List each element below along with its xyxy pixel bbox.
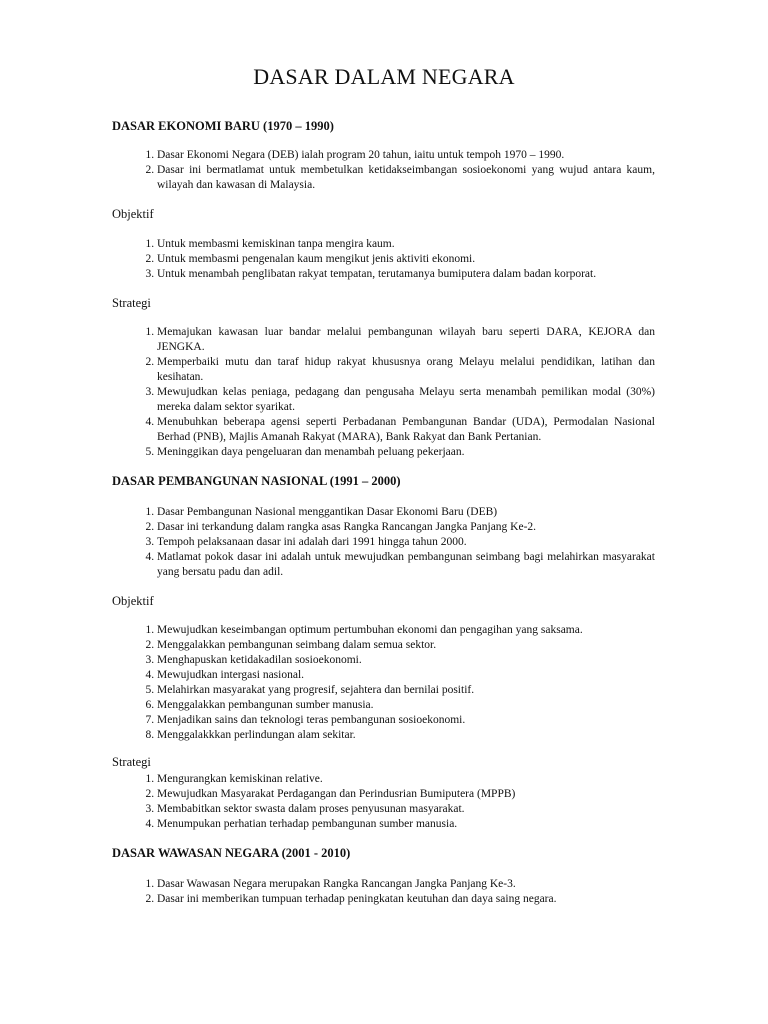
list-item: 3. Tempoh pelaksanaan dasar ini adalah dari 1991 hingga tahun 2000. <box>157 535 655 550</box>
list-item: 3. Untuk menambah penglibatan rakyat tempatan, terutamanya bumiputera dalam badan korporat. <box>157 267 655 282</box>
list-item: 1. Dasar Pembangunan Nasional menggantikan Dasar Ekonomi Baru (DEB) <box>157 505 655 520</box>
list-item: 1. Untuk membasmi kemiskinan tanpa mengira kaum. <box>157 237 655 252</box>
list-item: 2. Dasar ini memberikan tumpuan terhadap peningkatan keutuhan dan daya saing negara. <box>157 892 655 907</box>
dpn-objective-label: Objektif <box>112 594 154 608</box>
list-item: 3. Mewujudkan kelas peniaga, pedagang dan pengusaha Melayu serta menambah pemilikan modal (30%) mereka dalam sektor syarikat. <box>157 385 655 415</box>
list-item: 1. Mewujudkan keseimbangan optimum pertumbuhan ekonomi dan pengagihan yang saksama. <box>157 623 655 638</box>
list-item: 4. Menumpukan perhatian terhadap pembangunan sumber manusia. <box>157 817 655 832</box>
deb-objectives-list <box>157 237 655 282</box>
deb-objective-label: Objektif <box>112 207 154 221</box>
dwn-intro-list <box>157 877 655 907</box>
list-item: 6. Menggalakkan pembangunan sumber manusia. <box>157 698 655 713</box>
list-item: 1. Dasar Wawasan Negara merupakan Rangka Rancangan Jangka Panjang Ke-3. <box>157 877 655 892</box>
dpn-intro-list <box>157 505 655 580</box>
list-item: 7. Menjadikan sains dan teknologi teras pembangunan sosioekonomi. <box>157 713 655 728</box>
dpn-strategy-label: Strategi <box>112 755 151 769</box>
dpn-objectives-list <box>157 623 655 743</box>
deb-strategies-list <box>157 325 655 460</box>
list-item: 3. Membabitkan sektor swasta dalam proses penyusunan masyarakat. <box>157 802 655 817</box>
list-item: 2. Untuk membasmi pengenalan kaum mengikut jenis aktiviti ekonomi. <box>157 252 655 267</box>
list-item: 2. Memperbaiki mutu dan taraf hidup rakyat khususnya orang Melayu melalui pendidikan, latihan dan kesihatan. <box>157 355 655 385</box>
list-item: 5. Meninggikan daya pengeluaran dan menambah peluang pekerjaan. <box>157 445 655 460</box>
dpn-strategies-list <box>157 772 655 832</box>
list-item: 2. Dasar ini terkandung dalam rangka asas Rangka Rancangan Jangka Panjang Ke-2. <box>157 520 655 535</box>
section-heading-deb: DASAR EKONOMI BARU (1970 – 1990) <box>112 119 334 133</box>
list-item: 4. Mewujudkan intergasi nasional. <box>157 668 655 683</box>
list-item: 2. Mewujudkan Masyarakat Perdagangan dan Perindusrian Bumiputera (MPPB) <box>157 787 655 802</box>
list-item: 3. Menghapuskan ketidakadilan sosioekonomi. <box>157 653 655 668</box>
list-item: 1. Mengurangkan kemiskinan relative. <box>157 772 655 787</box>
list-item: 5. Melahirkan masyarakat yang progresif, sejahtera dan bernilai positif. <box>157 683 655 698</box>
deb-intro-list <box>157 148 655 193</box>
list-item: 8. Menggalakkkan perlindungan alam sekitar. <box>157 728 655 743</box>
list-item: 4. Menubuhkan beberapa agensi seperti Perbadanan Pembangunan Bandar (UDA), Permodalan Nasional Berhad (PNB), Majlis Amanah Rakyat (MARA), Bank Rakyat dan Bank Pertanian. <box>157 415 655 445</box>
list-item: 1. Memajukan kawasan luar bandar melalui pembangunan wilayah baru seperti DARA, KEJORA dan JENGKA. <box>157 325 655 355</box>
section-heading-dpn: DASAR PEMBANGUNAN NASIONAL (1991 – 2000) <box>112 474 401 488</box>
list-item: 2. Dasar ini bermatlamat untuk membetulkan ketidakseimbangan sosioekonomi yang wujud antara kaum, wilayah dan kawasan di Malaysia. <box>157 163 655 193</box>
deb-strategy-label: Strategi <box>112 296 151 310</box>
list-item: 1. Dasar Ekonomi Negara (DEB) ialah program 20 tahun, iaitu untuk tempoh 1970 – 1990. <box>157 148 655 163</box>
document-title: DASAR DALAM NEGARA <box>253 64 515 89</box>
section-heading-dwn: DASAR WAWASAN NEGARA (2001 - 2010) <box>112 846 351 860</box>
list-item: 4. Matlamat pokok dasar ini adalah untuk mewujudkan pembangunan seimbang bagi melahirkan masyarakat yang bersatu padu dan adil. <box>157 550 655 580</box>
list-item: 2. Menggalakkan pembangunan seimbang dalam semua sektor. <box>157 638 655 653</box>
